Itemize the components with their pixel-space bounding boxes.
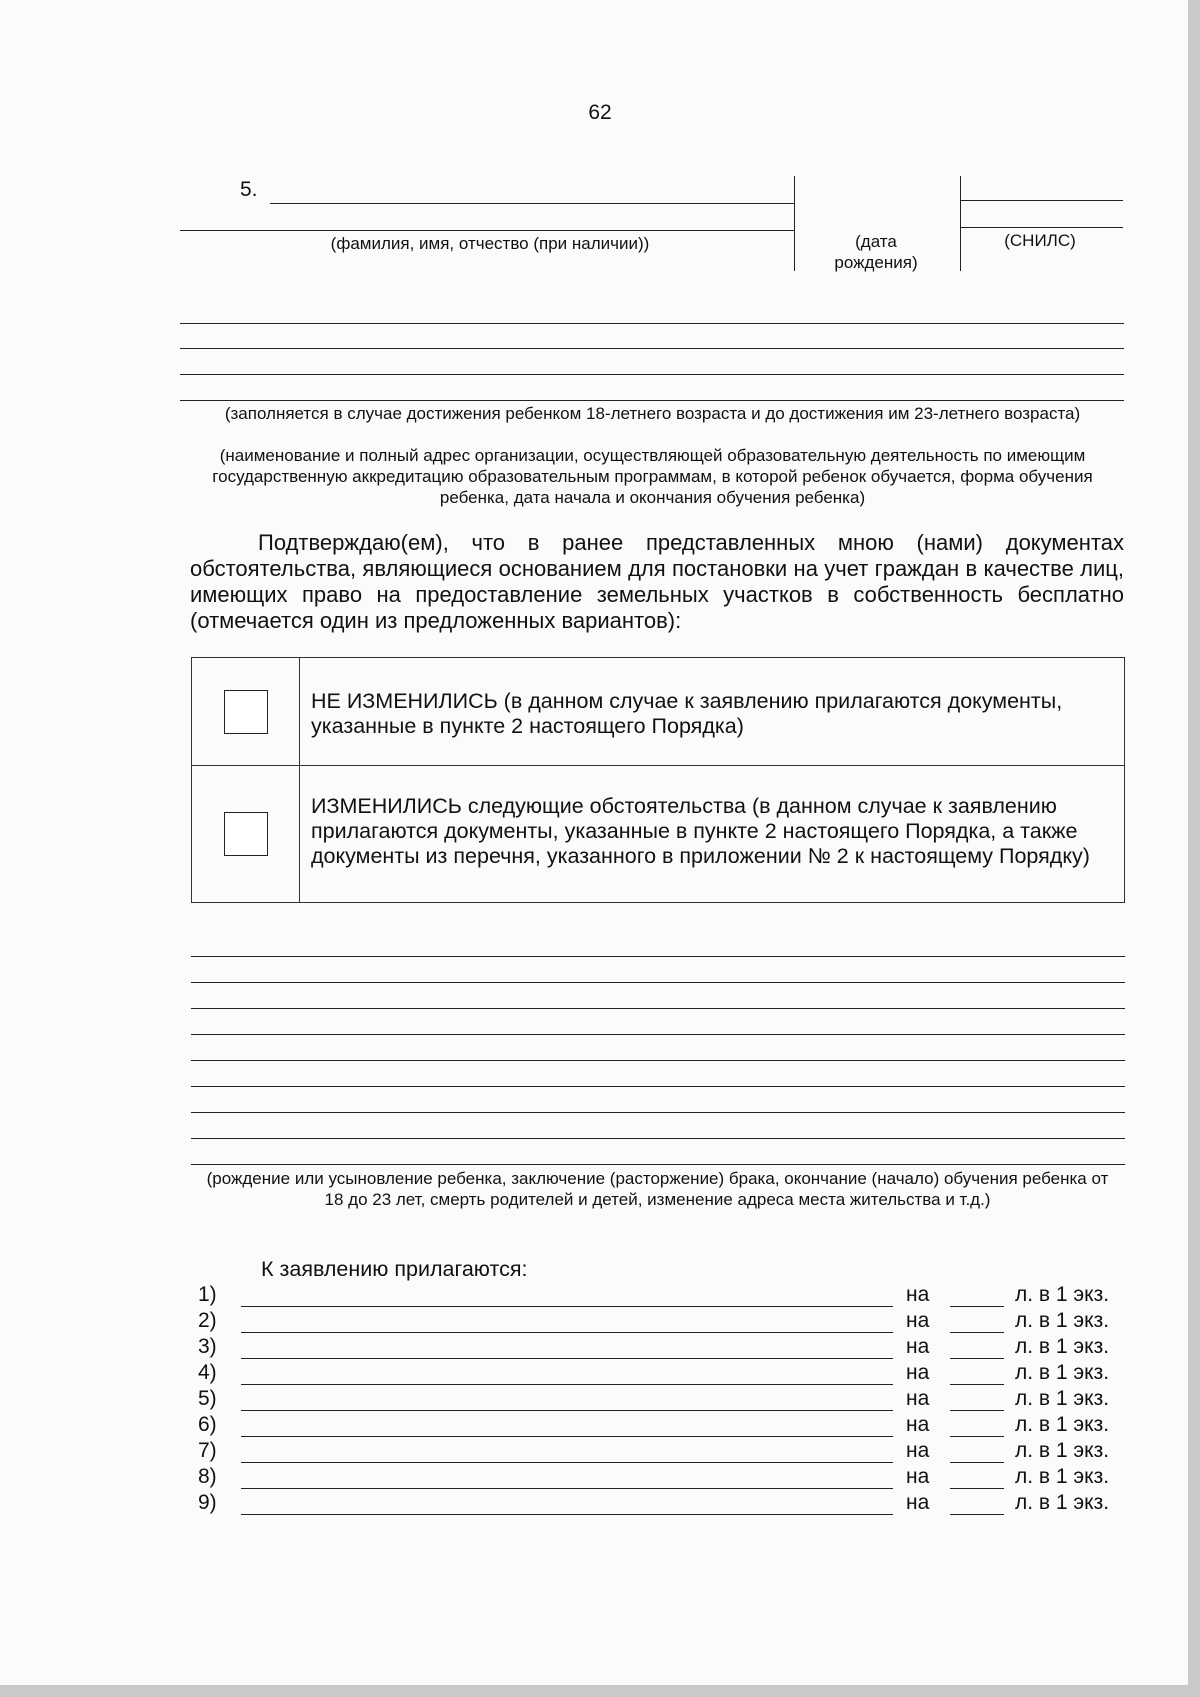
- attachment-suffix: л. в 1 экз.: [1015, 1439, 1110, 1462]
- attachment-row: [198, 1491, 1128, 1517]
- attachment-na-label: на: [906, 1439, 930, 1462]
- name-input-line[interactable]: [270, 203, 794, 204]
- attachment-row: [198, 1335, 1128, 1361]
- page-number: 62: [588, 101, 612, 124]
- attachment-name-input-line[interactable]: [241, 1462, 893, 1463]
- attachment-pages-input-line[interactable]: [950, 1384, 1004, 1385]
- option-label-unchanged: НЕ ИЗМЕНИЛИСЬ (в данном случае к заявлению прилагаются документы, указанные в пункте 2 настоящего Порядка): [300, 658, 1125, 766]
- changes-input-line-3[interactable]: [191, 1008, 1125, 1009]
- attachment-name-input-line[interactable]: [241, 1436, 893, 1437]
- attachment-number: 2): [198, 1309, 217, 1332]
- attachment-number: 7): [198, 1439, 217, 1462]
- attachment-name-input-line[interactable]: [241, 1514, 893, 1515]
- name-caption: (фамилия, имя, отчество (при наличии)): [330, 234, 650, 253]
- attachment-na-label: на: [906, 1335, 930, 1358]
- education-input-line-4[interactable]: [180, 400, 1124, 401]
- attachment-number: 5): [198, 1387, 217, 1410]
- changes-input-line-7[interactable]: [191, 1112, 1125, 1113]
- confirmation-paragraph: Подтверждаю(ем), что в ранее представленных мною (нами) документах обстоятельства, являющиеся основанием для постановки на учет граждан в качестве лиц, имеющих право на предоставление земельных участков в собственность бесплатно (отмечается один из предложенных вариантов):: [190, 530, 1124, 633]
- attachment-number: 3): [198, 1335, 217, 1358]
- attachment-name-input-line[interactable]: [241, 1332, 893, 1333]
- attachment-name-input-line[interactable]: [241, 1410, 893, 1411]
- education-input-line-2[interactable]: [180, 348, 1124, 349]
- column-divider-1: [794, 176, 795, 271]
- attachment-na-label: на: [906, 1413, 930, 1436]
- attachment-na-label: на: [906, 1491, 930, 1514]
- attachment-na-label: на: [906, 1387, 930, 1410]
- changes-input-line-6[interactable]: [191, 1086, 1125, 1087]
- attachment-number: 9): [198, 1491, 217, 1514]
- attachment-row: [198, 1413, 1128, 1439]
- attachment-suffix: л. в 1 экз.: [1015, 1335, 1110, 1358]
- education-note-line2: (наименование и полный адрес организации, осуществляющей образовательную деятельность по имеющим государственную аккредитацию образовательным программам, в которой ребенок обучается, форма обучения ребенка, дата начала и окончания обучения ребенка): [212, 446, 1093, 507]
- attachment-suffix: л. в 1 экз.: [1015, 1387, 1110, 1410]
- attachment-na-label: на: [906, 1465, 930, 1488]
- attachment-row: [198, 1309, 1128, 1335]
- attachment-name-input-line[interactable]: [241, 1384, 893, 1385]
- attachment-name-input-line[interactable]: [241, 1358, 893, 1359]
- education-input-line-1[interactable]: [180, 323, 1124, 324]
- attachment-name-input-line[interactable]: [241, 1488, 893, 1489]
- education-input-line-3[interactable]: [180, 374, 1124, 375]
- attachment-suffix: л. в 1 экз.: [1015, 1361, 1110, 1384]
- option-row-changed: [192, 766, 1125, 903]
- person-row-baseline: [180, 230, 794, 231]
- checkbox-unchanged[interactable]: [224, 690, 268, 734]
- attachment-row: [198, 1283, 1128, 1309]
- attachment-number: 1): [198, 1283, 217, 1306]
- attachment-number: 6): [198, 1413, 217, 1436]
- attachment-pages-input-line[interactable]: [950, 1358, 1004, 1359]
- attachment-pages-input-line[interactable]: [950, 1514, 1004, 1515]
- attachment-na-label: на: [906, 1283, 930, 1306]
- option-row-unchanged: [192, 658, 1125, 766]
- attachment-suffix: л. в 1 экз.: [1015, 1491, 1110, 1514]
- attachment-suffix: л. в 1 экз.: [1015, 1465, 1110, 1488]
- attachment-pages-input-line[interactable]: [950, 1436, 1004, 1437]
- changes-input-line-4[interactable]: [191, 1034, 1125, 1035]
- attachments-title: К заявлению прилагаются:: [261, 1257, 528, 1281]
- attachment-pages-input-line[interactable]: [950, 1410, 1004, 1411]
- attachment-suffix: л. в 1 экз.: [1015, 1413, 1110, 1436]
- attachment-suffix: л. в 1 экз.: [1015, 1309, 1110, 1332]
- attachment-row: [198, 1361, 1128, 1387]
- changes-input-line-8[interactable]: [191, 1138, 1125, 1139]
- attachment-number: 8): [198, 1465, 217, 1488]
- attachment-row: [198, 1387, 1128, 1413]
- person-row-number: 5.: [240, 178, 258, 201]
- attachment-na-label: на: [906, 1309, 930, 1332]
- changes-input-line-5[interactable]: [191, 1060, 1125, 1061]
- option-label-changed: ИЗМЕНИЛИСЬ следующие обстоятельства (в данном случае к заявлению прилагаются документы, указанные в пункте 2 настоящего Порядка, а также документы из перечня, указанного в приложении № 2 к настоящему Порядку): [300, 766, 1125, 903]
- option-checkbox-cell: [192, 658, 300, 766]
- education-note-line1: (заполняется в случае достижения ребенком 18-летнего возраста и до достижения им 23-летнего возраста): [224, 404, 1081, 423]
- changes-input-line-1[interactable]: [191, 956, 1125, 957]
- changes-input-line-2[interactable]: [191, 982, 1125, 983]
- snils-baseline: [960, 227, 1123, 228]
- option-checkbox-cell: [192, 766, 300, 903]
- attachment-row: [198, 1439, 1128, 1465]
- attachment-pages-input-line[interactable]: [950, 1332, 1004, 1333]
- changes-input-line-9[interactable]: [191, 1164, 1125, 1165]
- snils-input-line[interactable]: [960, 200, 1123, 201]
- options-table: [191, 657, 1125, 903]
- attachment-pages-input-line[interactable]: [950, 1306, 1004, 1307]
- attachment-pages-input-line[interactable]: [950, 1488, 1004, 1489]
- attachment-number: 4): [198, 1361, 217, 1384]
- birth-date-caption: (дата рождения): [834, 232, 918, 272]
- attachment-na-label: на: [906, 1361, 930, 1384]
- changes-caption: (рождение или усыновление ребенка, заключение (расторжение) брака, окончание (начало) обучения ребенка от 18 до 23 лет, смерть родителей и детей, изменение адреса места жительства и т.д.): [206, 1169, 1109, 1209]
- snils-caption: (СНИЛС): [1004, 231, 1076, 250]
- attachment-row: [198, 1465, 1128, 1491]
- attachment-name-input-line[interactable]: [241, 1306, 893, 1307]
- checkbox-changed[interactable]: [224, 812, 268, 856]
- attachment-pages-input-line[interactable]: [950, 1462, 1004, 1463]
- attachment-suffix: л. в 1 экз.: [1015, 1283, 1110, 1306]
- column-divider-2: [960, 176, 961, 271]
